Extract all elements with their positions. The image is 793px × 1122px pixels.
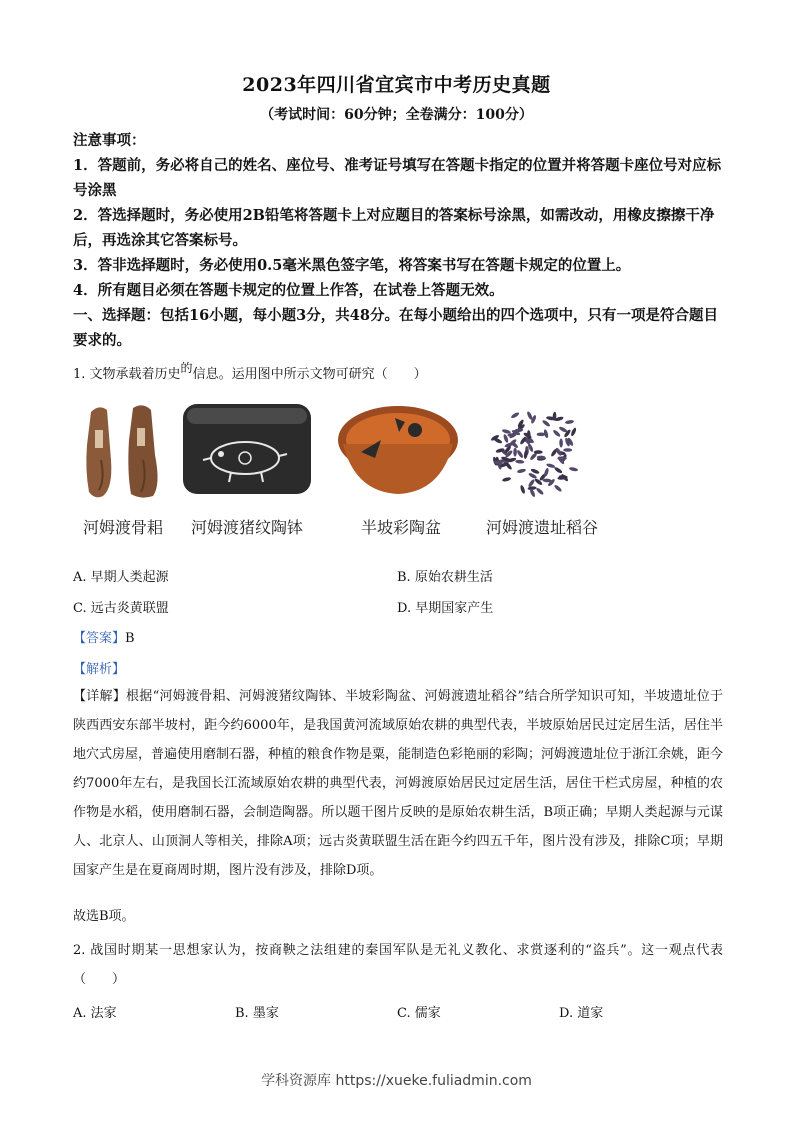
rice-grain: [569, 467, 579, 472]
rice-grain: [570, 427, 577, 437]
rice-grains-image: [483, 400, 591, 504]
detail-label: 【详解】: [73, 689, 127, 704]
bone-spade-image: [81, 400, 171, 509]
figure-caption-1: 河姆渡骨耜: [83, 518, 164, 537]
rice-grain: [565, 419, 574, 424]
question-1-stem: [73, 360, 723, 389]
figure-caption-4: 河姆渡遗址稻谷: [486, 518, 599, 537]
rice-grain: [510, 411, 520, 419]
rice-grain: [553, 484, 562, 493]
q1-detail: [73, 682, 723, 885]
q2-option-c: C. 儒家: [397, 1006, 441, 1021]
rice-grain: [542, 419, 551, 427]
q1-option-d: D. 早期国家产生: [397, 601, 494, 616]
rice-grain: [513, 448, 517, 457]
answer-label: 【答案】: [73, 631, 126, 646]
analysis-label: 【解析】: [73, 662, 126, 677]
notice-item-2: 2．答选择题时，务必使用2B铅笔将答题卡上对应题目的答案标号涂黑，如需改动，用橡皮擦擦干净后，再选涂其它答案标号。: [73, 207, 715, 249]
question-2-stem: 2. 战国时期某一思想家认为，按商鞅之法组建的秦国军队是无礼义教化、求赏逐利的“盗兵”。这一观点代表（ ）: [73, 943, 723, 987]
question-1-stem-part-b: 信息。运用图中所示文物可研究（ ）: [192, 367, 427, 382]
rice-grain: [546, 463, 556, 469]
q2-option-b: B. 墨家: [235, 1006, 279, 1021]
rice-grain: [520, 485, 526, 495]
figure-caption-3: 半坡彩陶盆: [361, 518, 442, 537]
artifact-figures: [73, 400, 633, 550]
rice-grain: [516, 449, 524, 458]
answer-value: B: [125, 631, 135, 646]
rice-grain: [563, 448, 572, 452]
question-1-stem-part-a: 1. 文物承载着历史: [73, 367, 181, 382]
rice-grain: [554, 466, 563, 474]
q1-answer: [73, 627, 135, 646]
painted-basin-image: [335, 400, 461, 502]
notice-item-4: 4．所有题目必须在答题卡规定的位置上作答，在试卷上答题无效。: [73, 282, 504, 299]
q2-option-d: D. 道家: [559, 1006, 604, 1021]
notice-item-3: 3．答非选择题时，务必使用0.5毫米黑色签字笔，将答案书写在答题卡规定的位置上。: [73, 257, 631, 274]
page-subtitle: （考试时间：60分钟；全卷满分：100分）: [260, 107, 533, 123]
q1-conclusion: 故选B项。: [73, 909, 135, 924]
notice-item-1: 1．答题前，务必将自己的姓名、座位号、准考证号填写在答题卡指定的位置并将答题卡座位号对应标号涂黑: [73, 157, 722, 199]
q2-option-a: A. 法家: [73, 1006, 117, 1021]
q1-option-b: B. 原始农耕生活: [397, 570, 493, 585]
q1-option-a: A. 早期人类起源: [73, 570, 169, 585]
rice-grain: [559, 438, 563, 447]
rice-grain: [502, 477, 512, 483]
page-title: 2023年四川省宜宾市中考历史真题: [242, 74, 551, 96]
rice-grain: [534, 450, 543, 454]
section-heading: 一、选择题：包括16小题，每小题3分，共48分。在每小题给出的四个选项中，只有一项是符合题目要求的。: [73, 307, 718, 349]
rice-grain: [552, 429, 561, 438]
rice-grain: [517, 468, 527, 474]
rice-grain: [535, 487, 544, 496]
page-footer: 学科资源库 https://xueke.fuliadmin.com: [261, 1073, 532, 1089]
notice-heading: 注意事项：: [73, 132, 146, 149]
rice-grain: [515, 460, 524, 464]
pig-bowl-image: [181, 400, 313, 502]
figure-caption-2: 河姆渡猪纹陶钵: [191, 518, 304, 537]
detail-text: 根据“河姆渡骨耜、河姆渡猪纹陶钵、半坡彩陶盆、河姆渡遗址稻谷”结合所学知识可知，半坡遗址位于陕西西安东部半坡村，距今约6000年，是我国黄河流域原始农耕的典型代表，半坡原始居民过定居生活，居住半地穴式房屋，普遍使用磨制石器，种植的粮食作物是粟，能制造色彩艳丽的彩陶；河姆渡遗址位于浙江余姚，距今约7000年左右，是我国长江流域原始农耕的典型代表，河姆渡原始居民过定居生活，居住干栏式房屋，种植的农作物是水稻，使用磨制石器，会制造陶器。所以题干图片反映的是原始农耕生活，B项正确；早期人类起源与元谋人、北京人、山顶洞人等相关，排除A项；远古炎黄联盟生活在距今约四五千年，图片没有涉及，排除C项；早期国家产生是在夏商周时期，图片没有涉及，排除D项。: [73, 689, 724, 878]
question-1-stem-sup: 的: [180, 361, 193, 375]
q1-option-c: C. 远古炎黄联盟: [73, 601, 169, 616]
